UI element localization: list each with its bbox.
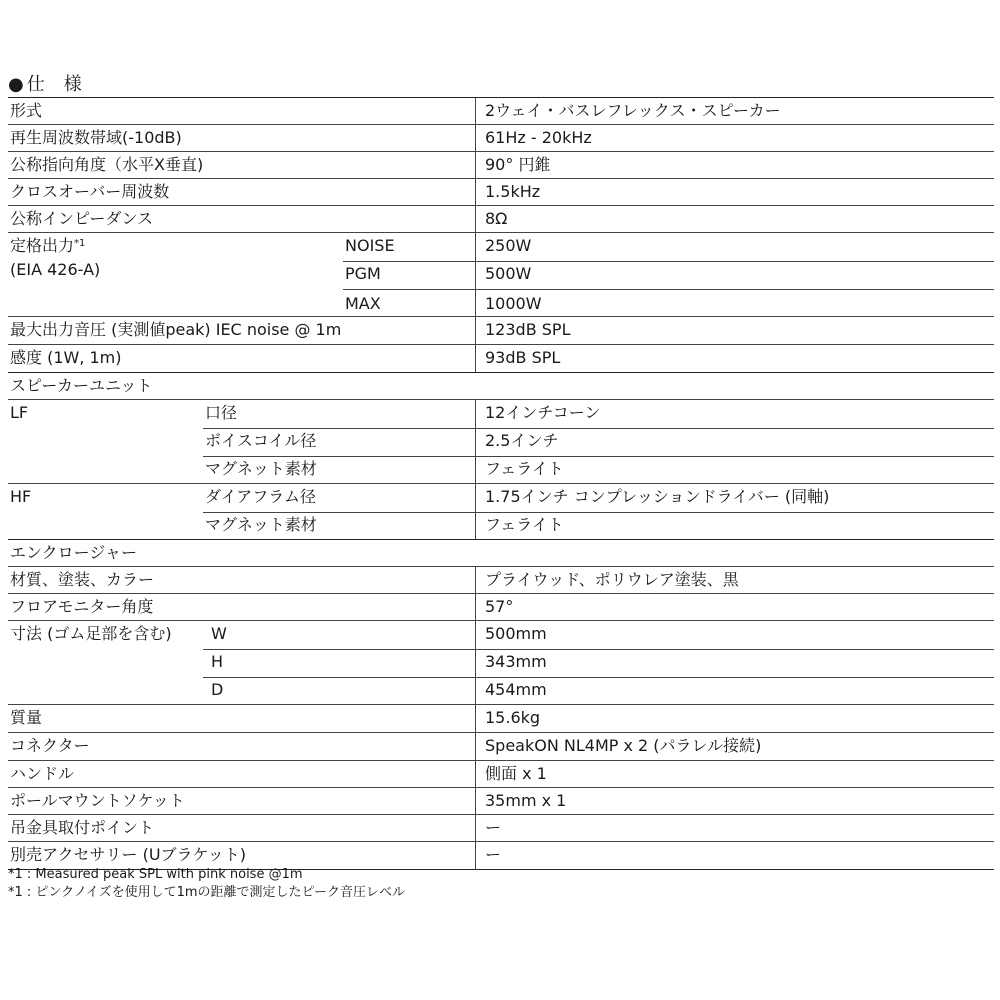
material-label: 材質、塗装、カラー (10, 570, 155, 589)
lf-magnet-label: マグネット素材 (205, 459, 317, 478)
table-row-frequency (8, 125, 994, 152)
handle-label: ハンドル (10, 764, 75, 783)
power-noise-value: 250W (485, 236, 532, 255)
hf-label: HF (10, 487, 32, 506)
max-spl-label: 最大出力音圧 (実測値peak) IEC noise @ 1m (10, 320, 342, 339)
table-row-max-spl (8, 317, 994, 345)
dimensions-w-label: W (211, 624, 227, 643)
format-value: 2ウェイ・バスレフレックス・スピーカー (485, 101, 781, 120)
table-row-monitor-angle (8, 594, 994, 621)
accessory-label: 別売アクセサリー (Uブラケット) (10, 845, 247, 864)
table-row-handle (8, 761, 994, 788)
hf-magnet-value: フェライト (485, 515, 564, 534)
dimensions-label: 寸法 (ゴム足部を含む) (10, 624, 172, 643)
lf-coil-label: ボイスコイル径 (205, 431, 317, 450)
power-noise-label: NOISE (345, 236, 395, 255)
heading-char-1: 仕 (26, 74, 46, 95)
sensitivity-value: 93dB SPL (485, 348, 561, 367)
enclosure-section-header (8, 540, 994, 567)
table-row-material (8, 567, 994, 594)
crossover-label: クロスオーバー周波数 (10, 182, 170, 201)
dimensions-w-row (203, 621, 994, 650)
lf-diameter-row (203, 400, 994, 429)
rigging-value: ー (485, 818, 502, 837)
table-row-weight (8, 705, 994, 733)
connector-value: SpeakON NL4MP x 2 (パラレル接続) (485, 736, 762, 755)
freq-value: 61Hz - 20kHz (485, 128, 592, 147)
directivity-label: 公称指向角度（水平X垂直) (10, 155, 204, 174)
weight-label: 質量 (10, 708, 43, 727)
handle-value: 側面 x 1 (485, 764, 547, 783)
table-row-crossover (8, 179, 994, 206)
hf-magnet-label: マグネット素材 (205, 515, 317, 534)
footnote-japanese: *1 : ピンクノイズを使用して1mの距離で測定したピーク音圧レベル (8, 885, 406, 900)
heading-char-2: 様 (63, 74, 83, 95)
power-footnote-mark: *1 (74, 238, 86, 249)
dimensions-w-value: 500mm (485, 624, 547, 643)
lf-coil-value: 2.5インチ (485, 431, 559, 450)
freq-label: 再生周波数帯域(-10dB) (10, 128, 182, 147)
footnote-english: *1 : Measured peak SPL with pink noise @1m (8, 867, 303, 882)
speaker-unit-section-header (8, 373, 994, 400)
hf-diaphragm-row (203, 484, 994, 513)
sensitivity-label: 感度 (1W, 1m) (10, 348, 122, 367)
impedance-label: 公称インピーダンス (10, 209, 154, 228)
monitor-angle-value: 57° (485, 597, 514, 616)
bullet-icon: ● (8, 74, 25, 95)
hf-diaphragm-value: 1.75インチ コンプレッションドライバー (同軸) (485, 487, 830, 506)
weight-value: 15.6kg (485, 708, 541, 727)
lf-magnet-row (203, 456, 994, 484)
accessory-value: ー (485, 845, 502, 864)
hf-diaphragm-label: ダイアフラム径 (205, 487, 317, 506)
power-pgm-label: PGM (345, 264, 381, 283)
dimensions-h-value: 343mm (485, 652, 547, 671)
dimensions-h-row (203, 649, 994, 678)
table-row-connector (8, 733, 994, 761)
dimensions-group (8, 621, 994, 705)
lf-coil-row (203, 428, 994, 457)
spec-heading (8, 70, 83, 96)
dimensions-d-row (203, 677, 994, 705)
power-pgm-row (343, 261, 994, 290)
power-group (8, 233, 994, 317)
enclosure-section-title: エンクロージャー (10, 543, 138, 562)
monitor-angle-label: フロアモニター角度 (10, 597, 154, 616)
connector-label: コネクター (10, 736, 90, 755)
lf-label: LF (10, 403, 29, 422)
dimensions-d-value: 454mm (485, 680, 547, 699)
power-standard-label: (EIA 426-A) (10, 260, 101, 279)
directivity-value: 90° 円錐 (485, 155, 551, 174)
pole-socket-value: 35mm x 1 (485, 791, 567, 810)
table-row-sensitivity (8, 345, 994, 373)
max-spl-value: 123dB SPL (485, 320, 571, 339)
power-max-value: 1000W (485, 294, 542, 313)
table-row-format (8, 97, 994, 125)
power-label: 定格出力$^{*1}$ (10, 236, 86, 255)
crossover-value: 1.5kHz (485, 182, 541, 201)
pole-socket-label: ポールマウントソケット (10, 791, 185, 810)
lf-diameter-value: 12インチコーン (485, 403, 601, 422)
format-label: 形式 (10, 101, 43, 120)
spec-table (8, 97, 994, 870)
speaker-unit-section-title: スピーカーユニット (10, 376, 153, 395)
table-row-directivity (8, 152, 994, 179)
hf-magnet-row (203, 512, 994, 539)
lf-magnet-value: フェライト (485, 459, 564, 478)
dimensions-d-label: D (211, 680, 224, 699)
power-max-label: MAX (345, 294, 381, 313)
power-max-row (343, 289, 994, 317)
lf-group (8, 400, 994, 484)
material-value: プライウッド、ポリウレア塗装、黒 (485, 570, 739, 589)
table-row-rigging (8, 815, 994, 842)
dimensions-h-label: H (211, 652, 224, 671)
footnotes (8, 866, 405, 902)
power-noise-row (343, 233, 994, 262)
power-pgm-value: 500W (485, 264, 532, 283)
table-row-pole-socket (8, 788, 994, 815)
table-row-impedance (8, 206, 994, 233)
impedance-value: 8Ω (485, 209, 508, 228)
rigging-label: 吊金具取付ポイント (10, 818, 155, 837)
lf-diameter-label: 口径 (205, 403, 238, 422)
hf-group (8, 484, 994, 540)
